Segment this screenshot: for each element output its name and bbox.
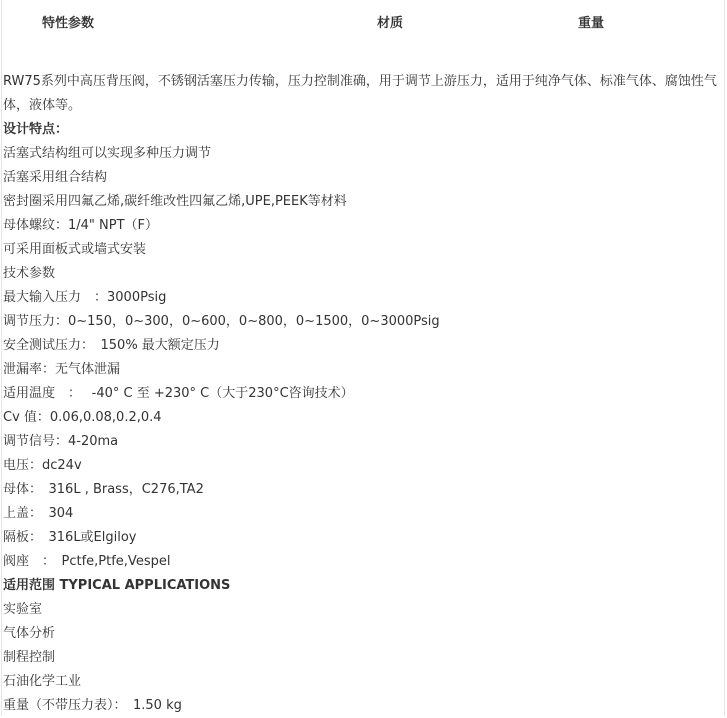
table-header [0,0,727,42]
section-heading-tech-specs: 技术参数 [3,266,56,281]
spec-line: 调节压力：0~150，0~300，0~600，0~800，0~1500，0~3000Psig [3,314,440,329]
application-line: 气体分析 [3,626,56,641]
weight-line: 重量（不带压力表）： 1.50 kg [3,698,182,713]
header-material: 材质 [377,16,404,31]
application-line: 制程控制 [3,650,56,665]
spec-line: 最大输入压力 ：3000Psig [3,290,167,305]
feature-line: 母体螺纹：1/4" NPT（F） [3,218,159,233]
feature-line: 活塞采用组合结构 [3,170,108,185]
spec-line: 调节信号：4-20ma [3,434,119,449]
spec-line: Cv 值：0.06,0.08,0.2,0.4 [3,410,162,425]
spec-line: 母体： 316L , Brass，C276,TA2 [3,482,204,497]
feature-line: 密封圈采用四氟乙烯,碳纤维改性四氟乙烯,UPE,PEEK等材料 [3,194,347,209]
spec-line: 阀座 ： Pctfe,Ptfe,Vespel [3,554,171,569]
spec-line: 适用温度 ： -40° C 至 +230° C（大于230°C咨询技术） [3,386,354,401]
spec-line: 安全测试压力： 150% 最大额定压力 [3,338,220,353]
header-specs: 特性参数 [42,16,95,31]
section-heading-design-features: 设计特点： [3,122,69,137]
header-weight: 重量 [578,16,605,31]
section-heading-applications: 适用范围 TYPICAL APPLICATIONS [3,578,231,593]
feature-line: 可采用面板式或墙式安装 [3,242,147,257]
spec-line: 上盖： 304 [3,506,74,521]
feature-line: 活塞式结构组可以实现多种压力调节 [3,146,212,161]
intro-paragraph: RW75系列中高压背压阀，不锈钢活塞压力传输，压力控制准确，用于调节上游压力，适用于纯净气体、标准气体、腐蚀性气体，液体等。 [3,74,717,113]
spec-line: 电压：dc24v [3,458,82,473]
spec-line: 隔板： 316L或Elgiloy [3,530,137,545]
product-description [3,70,721,718]
application-line: 石油化学工业 [3,674,82,689]
spec-line: 泄漏率：无气体泄漏 [3,362,121,377]
application-line: 实验室 [3,602,43,617]
